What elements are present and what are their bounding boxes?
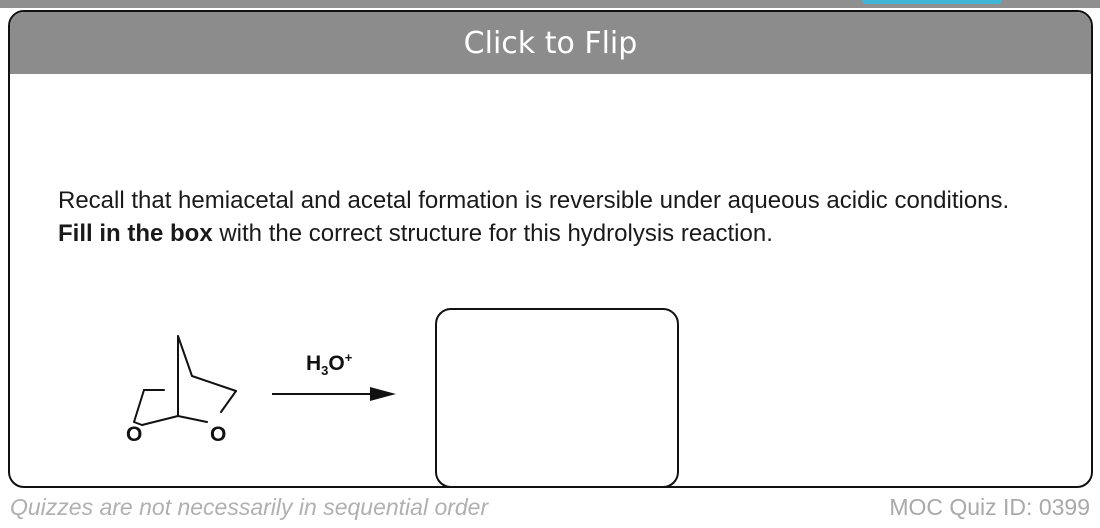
reaction-arrow-icon — [270, 384, 400, 404]
top-accent-tab[interactable] — [862, 0, 1002, 4]
question-emphasis: Fill in the box — [58, 220, 213, 247]
reagent-subscript: 3 — [321, 363, 329, 379]
reagent-charge: + — [344, 350, 353, 365]
question-text — [58, 184, 1038, 250]
flip-button[interactable]: Click to Flip — [10, 12, 1091, 74]
answer-box[interactable] — [435, 308, 679, 488]
acetal-structure-diagram — [118, 334, 248, 444]
reagent-h: H — [306, 352, 322, 375]
oxygen-left-label: O — [126, 423, 143, 444]
oxygen-right-label: O — [210, 423, 227, 444]
question-part-2: with the correct structure for this hydrolysis reaction. — [212, 220, 773, 247]
quiz-id: MOC Quiz ID: 0399 — [889, 494, 1090, 520]
flashcard[interactable] — [8, 10, 1093, 488]
reagent-o: O — [328, 352, 345, 375]
footer-note: Quizzes are not necessarily in sequential order — [10, 494, 489, 520]
question-part-1: Recall that hemiacetal and acetal formation is reversible under aqueous acidic conditions. — [58, 187, 1010, 214]
reagent-label — [306, 350, 352, 378]
